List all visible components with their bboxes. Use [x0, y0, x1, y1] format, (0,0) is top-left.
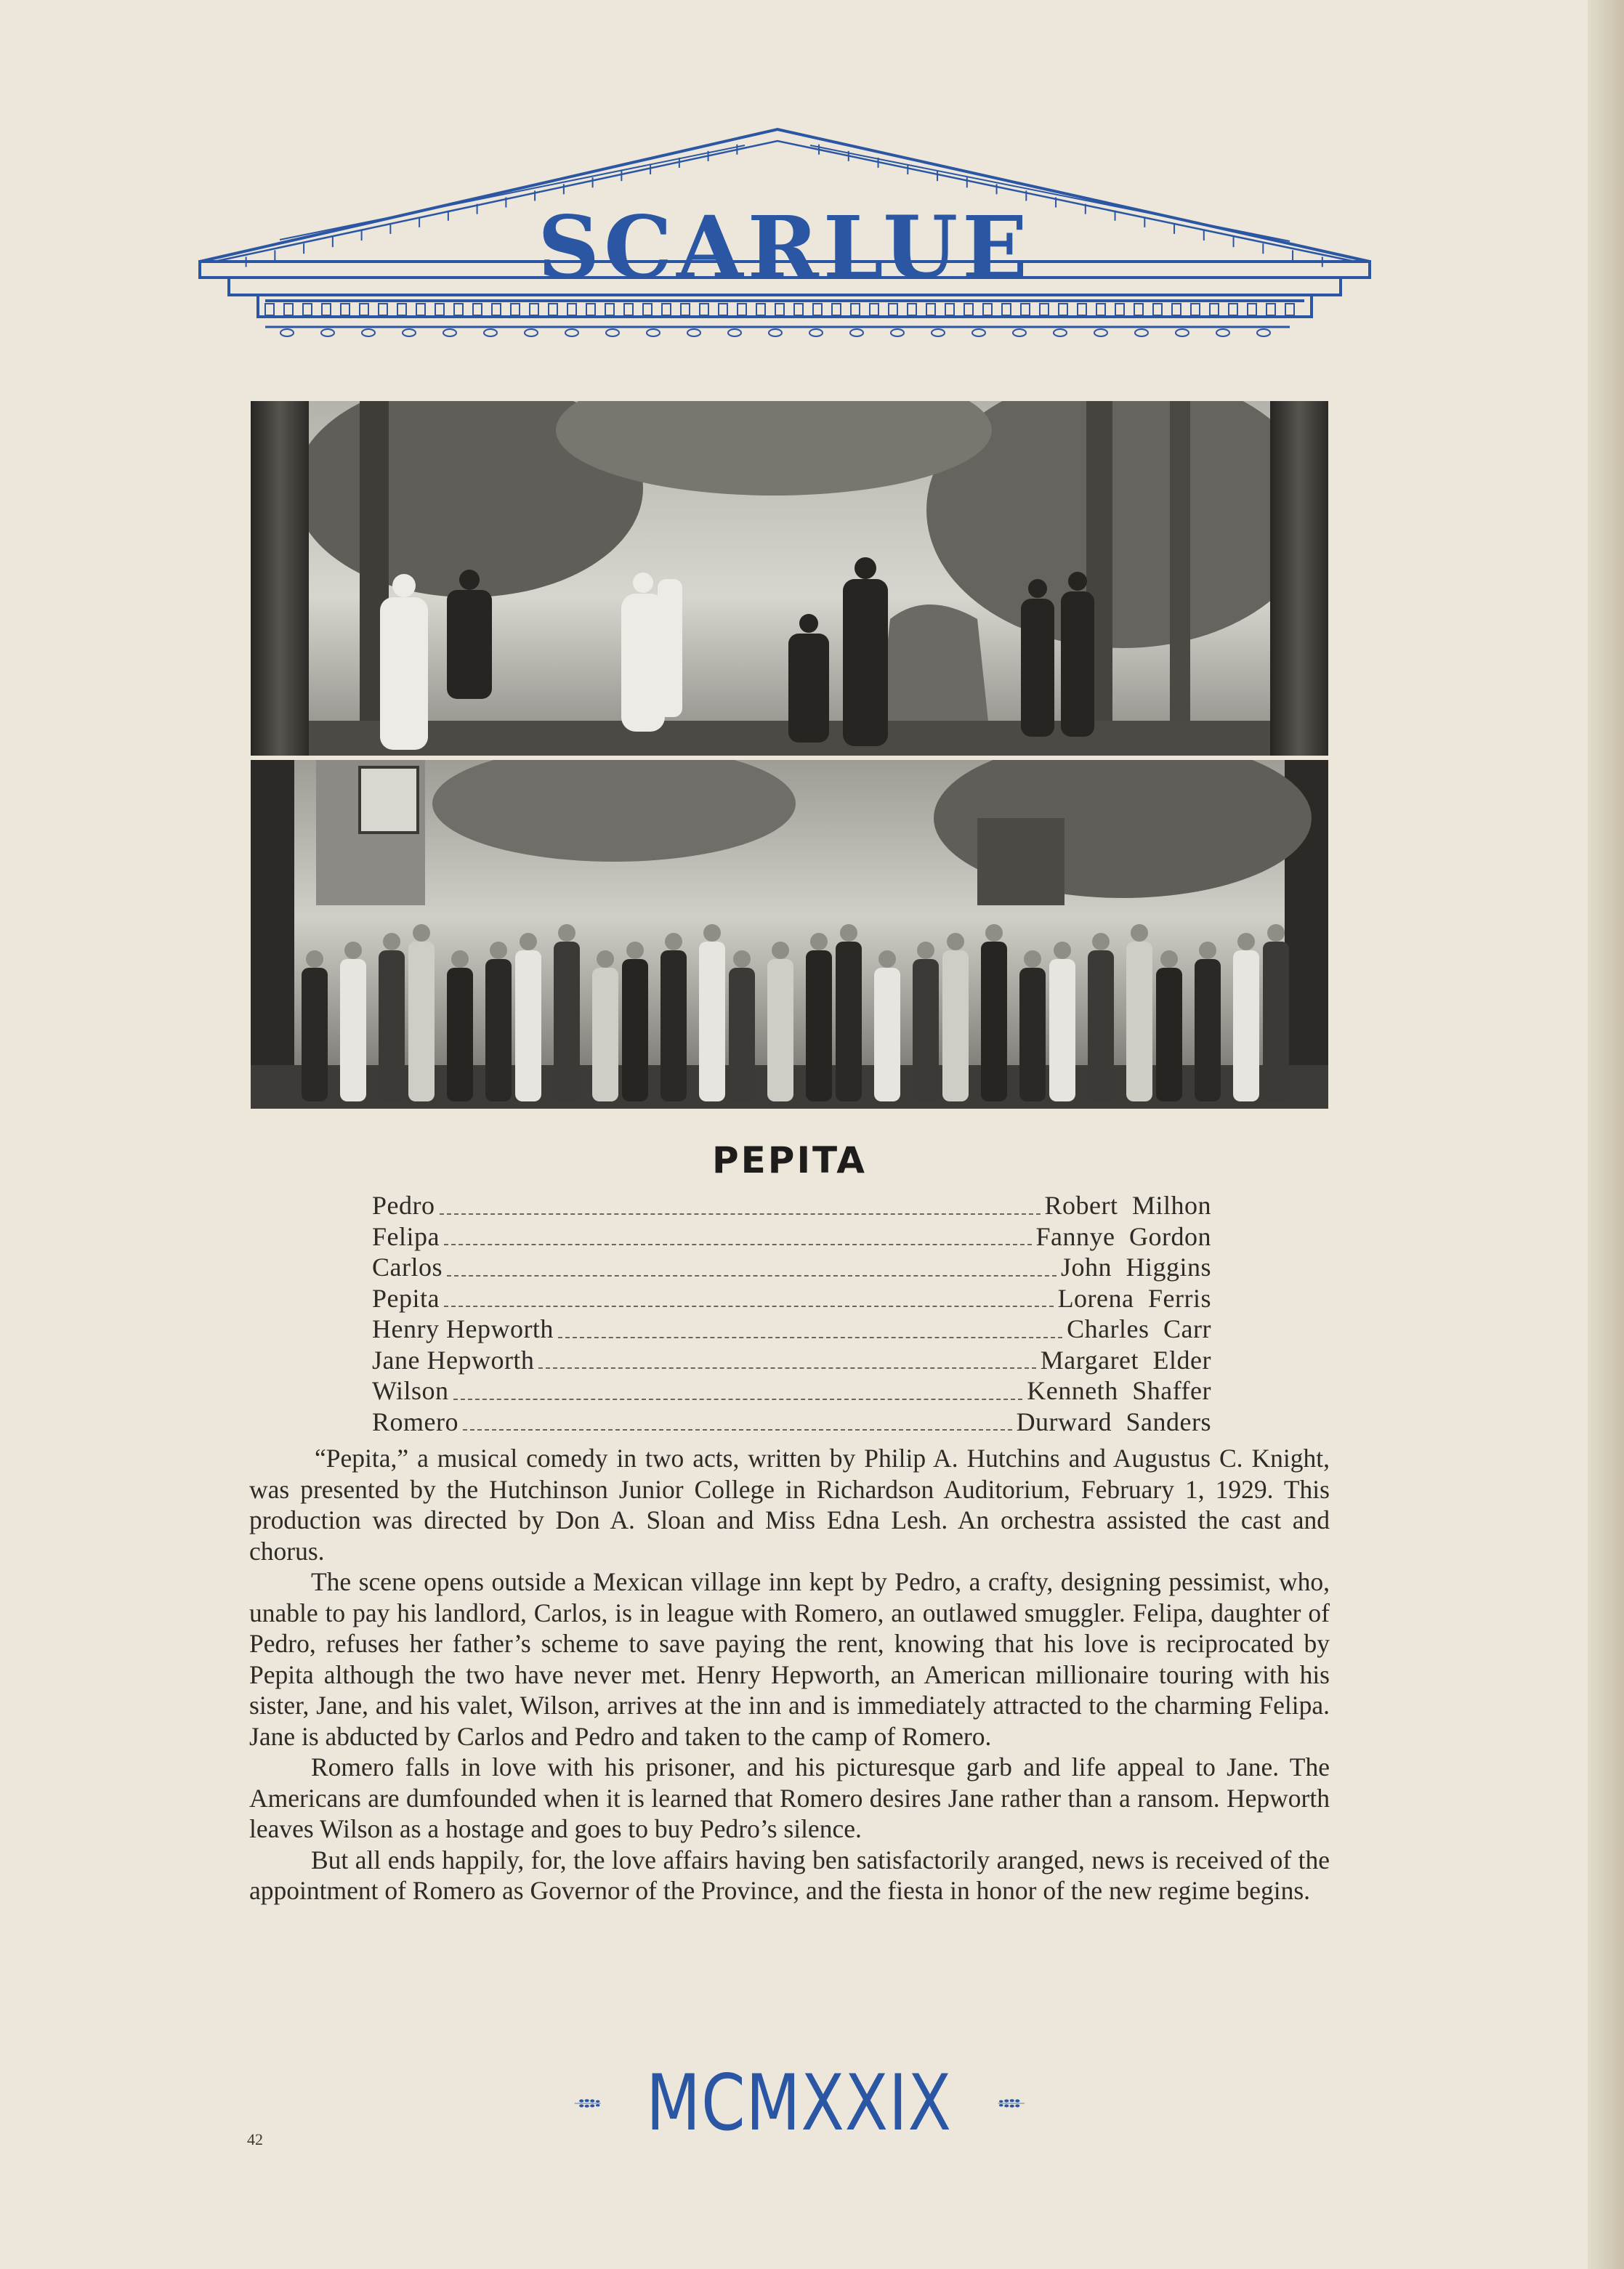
synopsis-paragraph: But all ends happily, for, the love affairs having ben satisfactorily aranged, news is received of the appointment of Romero as Governor of the Province, and the fiesta in honor of the new regime begins.	[249, 1845, 1330, 1905]
page-edge	[1588, 0, 1624, 2269]
full-cast-photo-icon	[251, 760, 1328, 1109]
cast-actor: Fannye Gordon	[1035, 1221, 1211, 1251]
cast-row	[372, 1221, 1211, 1253]
cast-row	[372, 1345, 1211, 1376]
footer-year-ornament	[574, 2058, 1025, 2148]
cast-row	[372, 1375, 1211, 1407]
cast-role: Pepita	[372, 1283, 440, 1313]
cast-row	[372, 1283, 1211, 1314]
cast-row	[372, 1190, 1211, 1221]
cast-role: Felipa	[372, 1221, 440, 1251]
cast-role: Pedro	[372, 1191, 435, 1220]
cast-actor: John Higgins	[1060, 1253, 1211, 1282]
play-title: PEPITA	[712, 1139, 867, 1181]
cast-actor: Durward Sanders	[1016, 1407, 1211, 1436]
leader-dots	[440, 1213, 1041, 1215]
cast-list	[372, 1190, 1211, 1437]
stage-photo-top	[251, 401, 1328, 756]
cast-role: Jane Hepworth	[372, 1345, 535, 1375]
leader-dots	[453, 1399, 1023, 1400]
masthead-pediment	[193, 124, 1377, 349]
bead-row	[280, 329, 1270, 336]
leader-dots	[447, 1275, 1057, 1277]
forest-scene-photo-icon	[251, 401, 1328, 756]
synopsis	[249, 1443, 1330, 1906]
cast-actor: Charles Carr	[1067, 1314, 1211, 1343]
laurel-sprig-icon	[998, 2085, 1025, 2122]
leader-dots	[444, 1244, 1032, 1245]
synopsis-paragraph: Romero falls in love with his prisoner, and his picturesque garb and life appeal to Jane. The Americans are dumfounded when it is learned that Romero desires Jane rather than a ransom. Hepworth leaves Wilson as a hostage and goes to buy Pedro’s silence.	[249, 1752, 1330, 1843]
leader-dots	[558, 1337, 1062, 1338]
page-number: 42	[247, 2130, 263, 2148]
cast-role: Henry Hepworth	[372, 1314, 554, 1343]
synopsis-paragraph: The scene opens outside a Mexican village inn kept by Pedro, a crafty, designing pessimist, who, unable to pay his landlord, Carlos, is in league with Romero, an outlawed smuggler. Felipa, daughter of Pedro, refuses her father’s scheme to save paying the rent, knowing that his love is reciprocated by Pepita although the two have never met. Henry Hepworth, an American millionaire touring with his sister, Jane, and his valet, Wilson, arrives at the inn and is immediately attracted to the charming Felipa. Jane is abducted by Carlos and Pedro and taken to the camp of Romero.	[249, 1567, 1330, 1751]
cast-actor: Robert Milhon	[1044, 1191, 1211, 1220]
cast-row	[372, 1407, 1211, 1438]
masthead-title: SCARLUE	[537, 197, 1033, 298]
stage-photo-bottom	[251, 760, 1328, 1109]
cast-role: Wilson	[372, 1376, 449, 1405]
leader-dots	[444, 1306, 1054, 1307]
synopsis-paragraph: “Pepita,” a musical comedy in two acts, written by Philip A. Hutchins and Augustus C. Knight, was presented by the Hutchinson Junior College in Richardson Auditorium, February 1, 1929. This production was directed by Don A. Sloan and Miss Edna Lesh. An orchestra assisted the cast and chorus.	[249, 1444, 1330, 1566]
cast-row	[372, 1314, 1211, 1345]
laurel-sprig-icon	[574, 2085, 601, 2122]
leader-dots	[463, 1429, 1012, 1431]
cast-actor: Lorena Ferris	[1057, 1283, 1211, 1313]
cast-row	[372, 1252, 1211, 1283]
cast-role: Carlos	[372, 1253, 443, 1282]
year-roman-numeral: MCMXXIX	[646, 2058, 953, 2148]
leader-dots	[538, 1367, 1035, 1369]
cast-actor: Margaret Elder	[1040, 1345, 1211, 1375]
cast-actor: Kenneth Shaffer	[1027, 1376, 1211, 1405]
cast-role: Romero	[372, 1407, 458, 1436]
dentil-row	[265, 304, 1294, 315]
